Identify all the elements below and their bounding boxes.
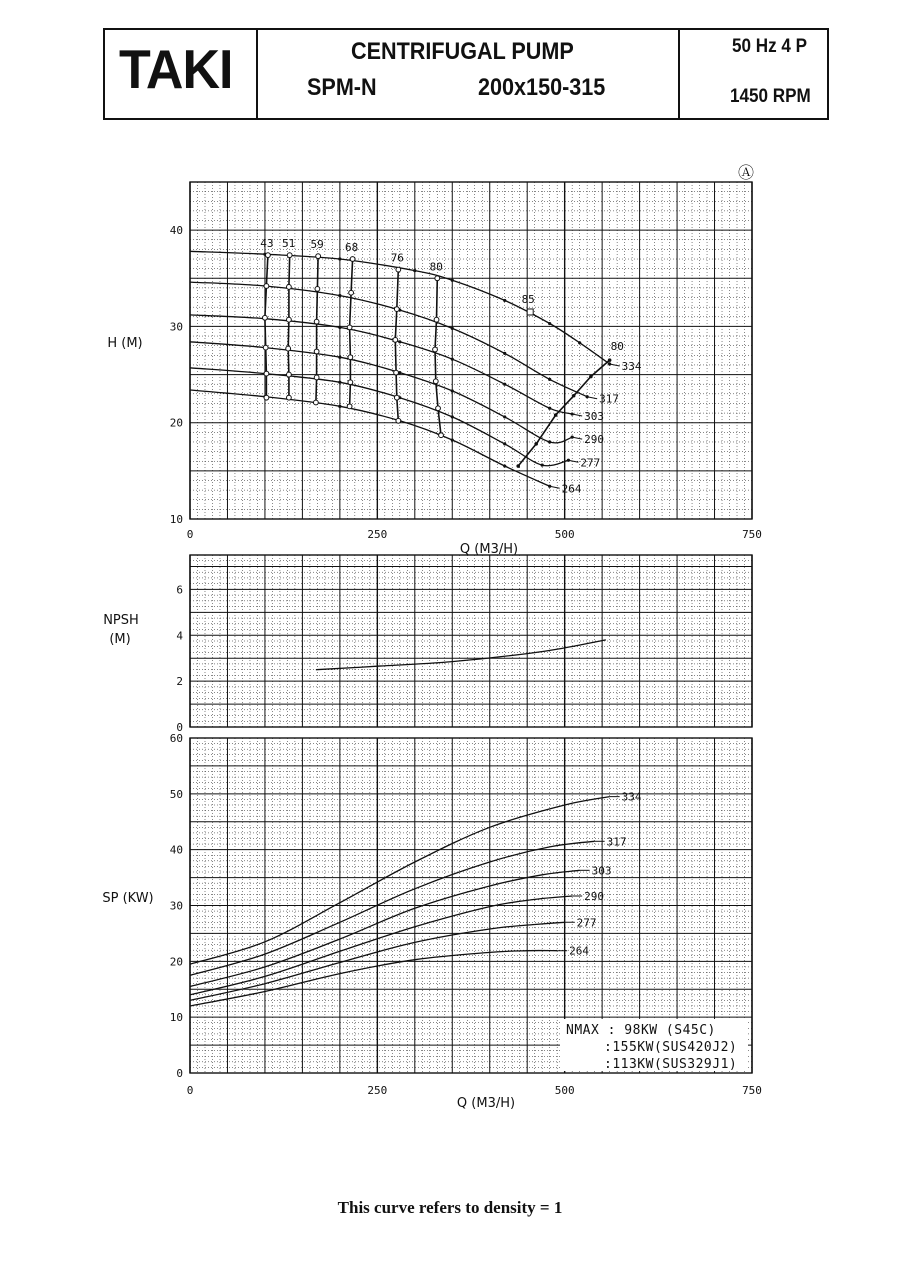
power-series-label-317: 317: [606, 835, 627, 849]
model-name: SPM-N: [307, 74, 377, 101]
efficiency-marker-76: [394, 370, 399, 375]
power-series-label-290: 290: [584, 890, 605, 904]
power-series-label-303: 303: [591, 864, 612, 878]
head-y-tick: 40: [169, 224, 183, 238]
head-point-290: [548, 440, 551, 443]
efficiency-marker-59: [314, 349, 319, 354]
efficiency-marker-43: [263, 345, 268, 350]
head-point-317: [548, 378, 551, 381]
efficiency-marker-76: [396, 267, 401, 272]
head-point-277: [541, 463, 544, 466]
head-point-317: [503, 352, 506, 355]
efficiency-marker-51: [286, 346, 291, 351]
efficiency-marker-59: [314, 319, 319, 324]
head-point-303: [338, 326, 341, 329]
efficiency-marker-76: [394, 307, 399, 312]
head-point-334: [451, 279, 454, 282]
npsh-y-label-line2: (M): [109, 632, 131, 647]
head-point-290: [571, 436, 574, 439]
brand-logo: TAKI: [119, 39, 233, 101]
power-x-tick: 0: [186, 1084, 194, 1097]
efficiency-marker-68: [349, 290, 354, 295]
efficiency-label-59: 59: [310, 238, 324, 252]
chart-title: CENTRIFUGAL PUMP: [351, 38, 574, 65]
head-point-277: [567, 459, 570, 462]
head-curve-277: [190, 368, 568, 466]
efficiency-marker-68: [348, 380, 353, 385]
npsh-y-tick: 4: [176, 629, 183, 643]
head-x-tick: 500: [554, 528, 575, 541]
nmax-line-3: :113KW(SUS329J1): [604, 1057, 738, 1072]
power-y-tick: 60: [169, 732, 183, 745]
efficiency-marker-51: [287, 372, 292, 377]
efficiency-marker-51: [287, 253, 292, 258]
power-y-tick: 0: [176, 1067, 183, 1080]
head-point-277: [503, 442, 506, 445]
head-point-303: [571, 412, 574, 415]
efficiency-label-43: 43: [260, 237, 274, 251]
power-y-tick: 30: [169, 899, 183, 913]
head-point-277: [451, 415, 454, 418]
efficiency-marker-68: [350, 257, 355, 262]
limit-marker: [516, 464, 520, 468]
efficiency-marker-76: [393, 338, 398, 343]
sheet-mark: Ⓐ: [737, 163, 755, 182]
head-point-264: [503, 464, 506, 467]
head-point-317: [338, 294, 341, 297]
rotation-speed: 1450 RPM: [730, 86, 811, 107]
power-x-label: Q (M3/H): [456, 1096, 516, 1111]
head-point-334: [413, 269, 416, 272]
head-point-334: [503, 299, 506, 302]
head-y-tick: 10: [169, 513, 183, 526]
efficiency-label-76: 76: [390, 251, 404, 265]
efficiency-marker-68: [347, 325, 352, 330]
power-y-tick: 20: [169, 955, 183, 969]
head-point-277: [338, 381, 341, 384]
head-point-317: [586, 395, 589, 398]
efficiency-marker-68: [347, 404, 352, 409]
head-frame: [190, 182, 752, 519]
head-y-label: H (M): [107, 336, 143, 351]
efficiency-marker-43: [264, 395, 269, 400]
nmax-line-1: NMAX : 98KW (S45C): [566, 1023, 716, 1038]
head-point-290: [338, 356, 341, 359]
head-x-label: Q (M3/H): [459, 542, 519, 557]
npsh-y-label-line1: NPSH: [103, 613, 139, 628]
head-y-tick: 30: [169, 320, 183, 334]
head-point-334: [548, 322, 551, 325]
npsh-y-tick: 6: [176, 583, 183, 597]
efficiency-marker-43: [266, 253, 271, 258]
head-point-290: [503, 415, 506, 418]
power-series-label-277: 277: [576, 916, 597, 930]
power-y-label: SP (KW): [102, 891, 154, 906]
head-curve-303: [190, 315, 572, 414]
head-point-303: [451, 358, 454, 361]
limit-marker: [534, 442, 538, 446]
head-point-334: [338, 257, 341, 260]
frequency-poles: 50 Hz 4 P: [732, 36, 808, 57]
efficiency-marker-51: [287, 285, 292, 290]
head-series-label-290: 290: [584, 433, 605, 447]
head-series-label-277: 277: [580, 456, 601, 470]
head-x-tick: 0: [186, 528, 194, 541]
head-point-334: [608, 362, 611, 365]
power-series-label-334: 334: [621, 790, 642, 804]
limit-marker: [554, 413, 558, 417]
head-x-tick: 250: [367, 528, 388, 541]
limit-marker: [572, 394, 576, 398]
power-x-tick: 750: [742, 1084, 762, 1097]
limit-marker: [608, 358, 612, 362]
efficiency-label-68: 68: [344, 241, 359, 255]
head-point-264: [548, 485, 551, 488]
head-point-303: [503, 383, 506, 386]
head-point-303: [398, 340, 401, 343]
efficiency-marker-51: [287, 317, 292, 322]
nmax-line-2: :155KW(SUS420J2): [604, 1040, 738, 1055]
power-y-tick: 10: [169, 1011, 183, 1025]
npsh-y-tick: 0: [176, 721, 183, 734]
head-point-264: [338, 405, 341, 408]
efficiency-marker-43: [263, 315, 268, 320]
limit-marker: [589, 375, 593, 379]
head-point-317: [451, 327, 454, 330]
pump-size: 200x150-315: [478, 74, 606, 101]
efficiency-marker-51: [287, 395, 292, 400]
head-x-tick: 750: [742, 528, 762, 541]
limit-line-label: 80: [610, 340, 624, 354]
best-efficiency-label: 85: [521, 292, 535, 306]
npsh-y-tick: 2: [176, 675, 183, 689]
head-series-label-303: 303: [584, 410, 605, 424]
efficiency-marker-68: [348, 355, 353, 360]
power-x-tick: 500: [554, 1084, 575, 1097]
power-series-label-264: 264: [569, 944, 590, 958]
power-x-tick: 250: [367, 1084, 388, 1097]
npsh-curve: [316, 640, 606, 670]
power-y-tick: 40: [169, 843, 183, 857]
head-point-303: [548, 407, 551, 410]
efficiency-marker-59: [313, 400, 318, 405]
efficiency-marker-59: [315, 286, 320, 291]
head-point-264: [451, 438, 454, 441]
efficiency-label-80: 80: [429, 260, 443, 274]
efficiency-marker-80: [436, 406, 441, 411]
efficiency-marker-76: [396, 418, 401, 423]
efficiency-marker-43: [264, 284, 269, 289]
efficiency-label-51: 51: [282, 237, 296, 251]
efficiency-marker-59: [316, 254, 321, 259]
efficiency-marker-76: [394, 395, 399, 400]
efficiency-marker-80: [439, 433, 444, 438]
head-series-label-334: 334: [621, 359, 642, 373]
efficiency-marker-80: [435, 276, 440, 281]
footer-note: This curve refers to density = 1: [337, 1198, 563, 1217]
power-curve-290: [190, 896, 572, 995]
efficiency-marker-80: [434, 317, 439, 322]
head-series-label-317: 317: [599, 392, 620, 406]
head-series-label-264: 264: [561, 482, 582, 496]
efficiency-marker-43: [264, 371, 269, 376]
best-efficiency-marker: [527, 309, 533, 315]
head-y-tick: 20: [169, 416, 183, 430]
head-point-290: [451, 389, 454, 392]
efficiency-marker-80: [433, 347, 438, 352]
efficiency-marker-80: [433, 379, 438, 384]
head-point-334: [578, 341, 581, 344]
power-y-tick: 50: [169, 787, 183, 801]
efficiency-marker-59: [314, 375, 319, 380]
